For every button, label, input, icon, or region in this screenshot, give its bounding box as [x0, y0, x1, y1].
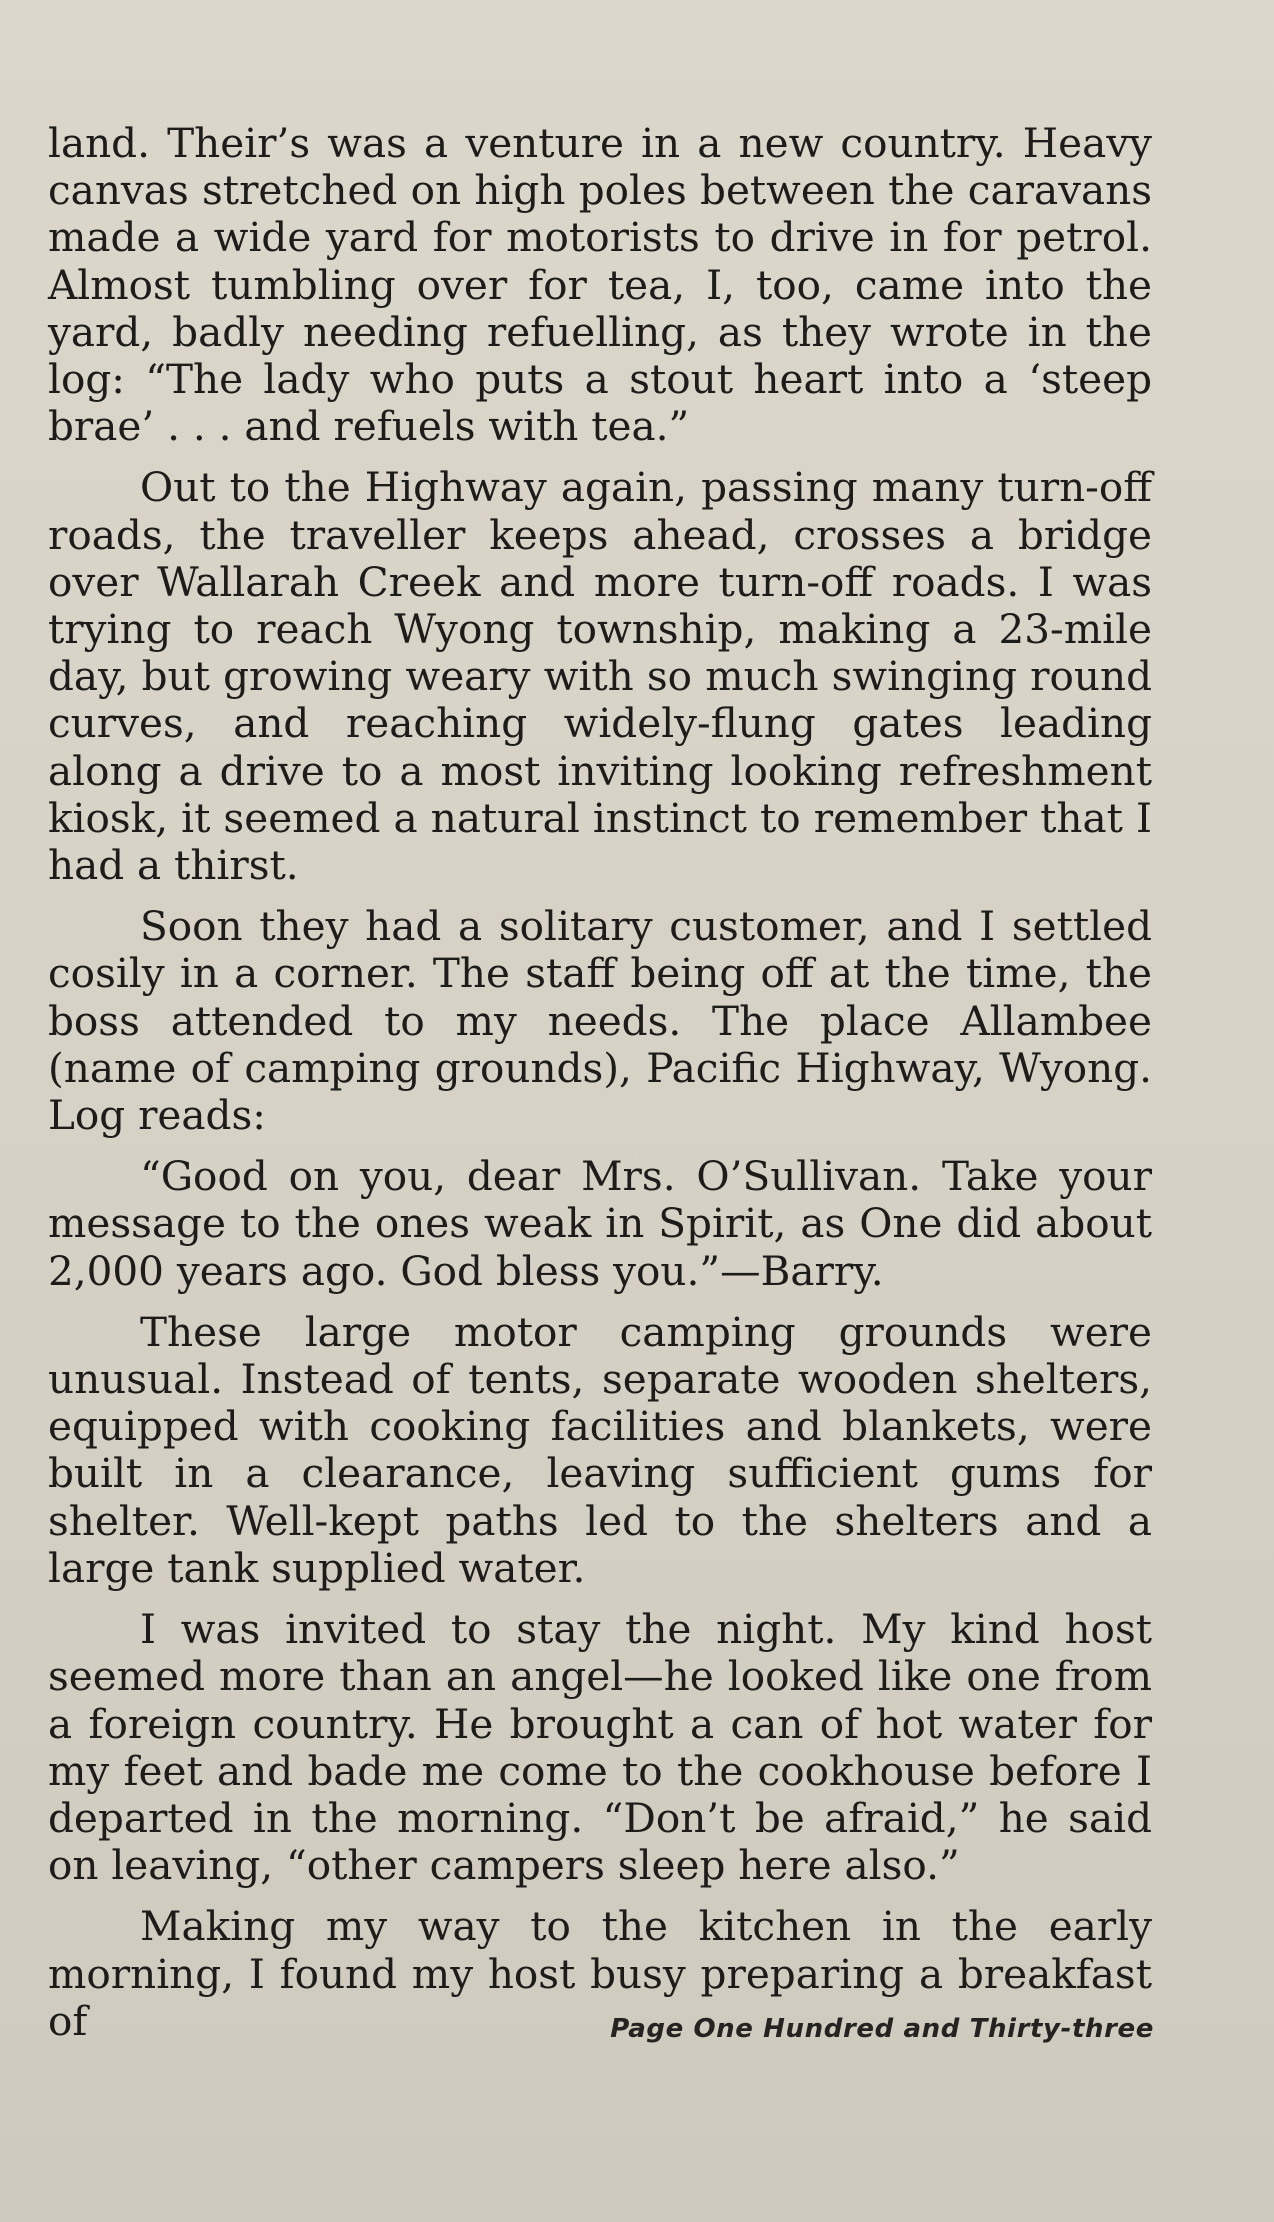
- paragraph-4-quote: “Good on you, dear Mrs. O’Sullivan. Take your message to the ones weak in Spirit, as One did about 2,000 years ago. God bless you.”—Barry.: [48, 1152, 1152, 1295]
- paragraph-2: Out to the Highway again, passing many turn-off roads, the traveller keeps ahead, crosses a bridge over Wallarah Creek and more turn-off roads. I was trying to reach Wyong township, making a 23-mile day, but growing weary with so much swinging round curves, and reaching widely-flung gates leading along a drive to a most inviting looking refreshment kiosk, it seemed a natural instinct to remember that I had a thirst.: [48, 463, 1152, 890]
- paragraph-7: Making my way to the kitchen in the early morning, I found my host busy preparing a breakfast of: [48, 1902, 1152, 2045]
- paragraph-1: land. Their’s was a venture in a new country. Heavy canvas stretched on high poles between the caravans made a wide yard for motorists to drive in for petrol. Almost tumbling over for tea, I, too, came into the yard, badly needing refuelling, as they wrote in the log: “The lady who puts a stout heart into a ‘steep brae’ . . . and refuels with tea.”: [48, 119, 1152, 451]
- paragraph-6: I was invited to stay the night. My kind host seemed more than an angel—he looked like one from a foreign country. He brought a can of hot water for my feet and bade me come to the cookhouse before I departed in the morning. “Don’t be afraid,” he said on leaving, “other campers sleep here also.”: [48, 1605, 1152, 1890]
- paragraph-3: Soon they had a solitary customer, and I settled cosily in a corner. The staff being off at the time, the boss attended to my needs. The place Allambee (name of camping grounds), Pacific Highway, Wyong. Log reads:: [48, 902, 1152, 1140]
- paragraph-5: These large motor camping grounds were unusual. Instead of tents, separate wooden shelters, equipped with cooking facilities and blankets, were built in a clearance, leaving sufficient gums for shelter. Well-kept paths led to the shelters and a large tank supplied water.: [48, 1307, 1152, 1592]
- page-number-footer: Page One Hundred and Thirty-three: [610, 2014, 1154, 2044]
- body-text: [48, 120, 1152, 2045]
